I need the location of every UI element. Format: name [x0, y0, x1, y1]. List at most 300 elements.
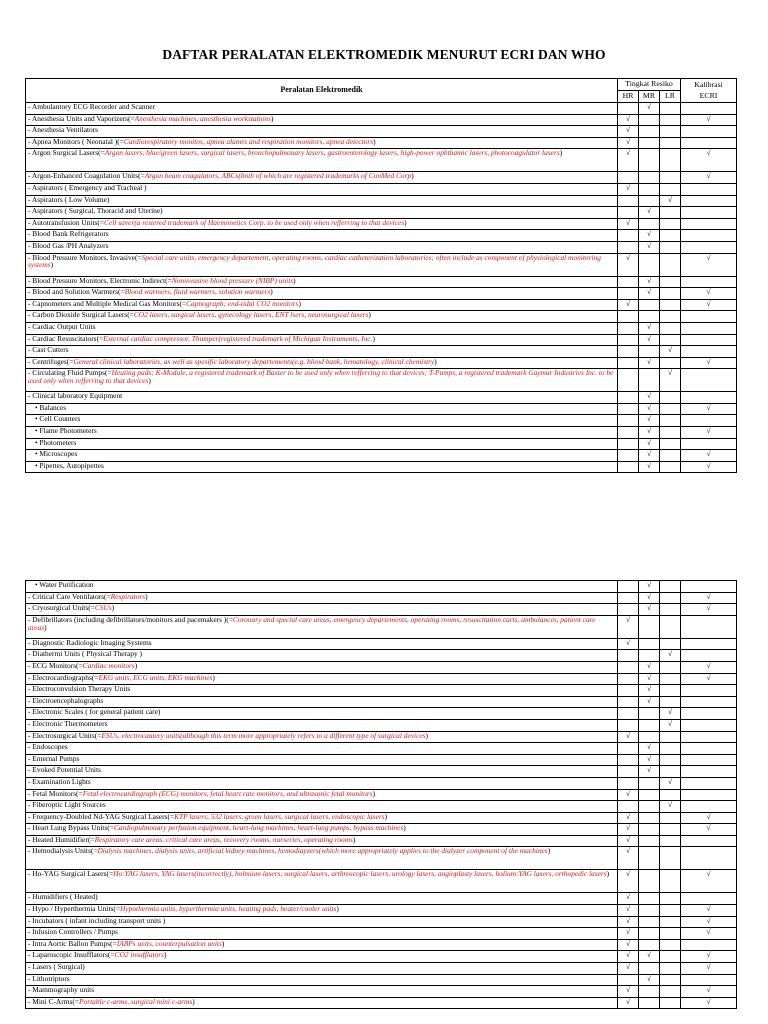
check-mark: √ [625, 812, 631, 821]
check-mark: √ [625, 823, 631, 833]
risk-lr-cell [660, 893, 681, 905]
equipment-name: • Flame Photometers [35, 426, 97, 436]
risk-lr-cell [660, 731, 681, 743]
risk-lr-cell [660, 230, 681, 242]
equipment-name: - Mammography units [28, 985, 95, 995]
equipment-name-cell [26, 322, 618, 334]
risk-hr-cell [618, 777, 639, 789]
risk-lr-cell [660, 696, 681, 708]
equipment-name: - Hemodialysis Units [28, 846, 91, 856]
equipment-name: - Argon Surgical Lasers [28, 148, 99, 158]
risk-mr-cell [639, 824, 660, 836]
risk-mr-cell [639, 369, 660, 392]
check-mark: √ [667, 345, 673, 355]
calibration-cell [681, 743, 737, 755]
calibration-cell [681, 835, 737, 847]
risk-lr-cell [660, 766, 681, 778]
equipment-name: - Clinical laboratory Equipment [28, 391, 123, 401]
equipment-name-cell: - Laparoscopic Insufflators(=CO2 insufflators) [26, 951, 618, 963]
equipment-name: - Endoscopes [28, 742, 68, 752]
risk-hr-cell [618, 218, 639, 230]
equipment-name: - ECG Monitors [28, 661, 77, 670]
risk-hr-cell [618, 322, 639, 334]
risk-hr-cell [618, 241, 639, 253]
equipment-name: - Evoked Potential Units [28, 765, 101, 775]
risk-mr-cell [639, 592, 660, 604]
equipment-name-cell [26, 974, 618, 986]
risk-lr-cell [660, 708, 681, 720]
check-mark: √ [706, 812, 711, 821]
table-row [26, 149, 737, 172]
risk-lr-cell [660, 461, 681, 473]
equipment-name: - Cardiac Output Units [28, 322, 96, 331]
equipment-name: - Hypo / Hyperthermia Units [28, 904, 114, 914]
risk-mr-cell [639, 346, 660, 358]
table-row [26, 997, 737, 1009]
risk-hr-cell [618, 369, 639, 392]
calibration-cell [681, 311, 737, 323]
check-mark: √ [646, 206, 652, 216]
calibration-cell [681, 438, 737, 450]
table-row [26, 650, 737, 662]
risk-lr-cell [660, 951, 681, 963]
equipment-synonyms: Respirators [110, 592, 146, 601]
risk-lr-cell [660, 581, 681, 593]
check-mark: √ [625, 985, 631, 995]
table-row [26, 183, 737, 195]
calibration-cell [681, 789, 737, 801]
equipment-synonyms: Cell saver(a restered trademark of Haemonetics Corp. to be used only when refferring to that devices [104, 218, 405, 227]
risk-mr-cell [639, 403, 660, 415]
equipment-name-cell [26, 801, 618, 813]
check-mark: √ [646, 661, 652, 670]
check-mark: √ [706, 148, 711, 158]
equipment-name-cell: - Argon Surgical Lasers(=Argon lasers, blue/green lasers, surgical lasers, bronchopulmonary lasers, gastroenterology lasers, high-power ophthamic lasers, photocoagulator lasers) [26, 149, 618, 172]
risk-lr-cell [660, 939, 681, 951]
risk-lr-cell [660, 835, 681, 847]
risk-mr-cell [639, 685, 660, 697]
table-row [26, 450, 737, 462]
equipment-name-cell [26, 581, 618, 593]
equipment-synonyms: Coronary and special care areas, emergency departements, operating rooms, resuscitation carts, ambulances, patient care areas [28, 615, 596, 632]
risk-hr-cell [618, 230, 639, 242]
risk-hr-cell [618, 207, 639, 219]
check-mark: √ [646, 391, 652, 401]
risk-lr-cell [660, 346, 681, 358]
calibration-cell [681, 812, 737, 824]
equipment-synonyms: Cardiopulmonary perfusion equipment, heart-lung machines, heart-lung pumps, bypass machines [113, 823, 404, 833]
check-mark: √ [625, 997, 631, 1006]
equipment-name: - Critical Care Ventilators [28, 592, 105, 601]
calibration-cell [681, 824, 737, 836]
check-mark: √ [706, 869, 711, 879]
equipment-name: - Anesthesia Ventilators [28, 125, 99, 135]
header-calibration: Kalibrasi [681, 79, 737, 91]
risk-hr-cell [618, 592, 639, 604]
equipment-name: - Infusion Controllers / Pumps [28, 927, 118, 937]
calibration-cell [681, 708, 737, 720]
equipment-name-cell: - Defibrillators (including defibrillators/monitors and pacemakers )(=Coronary and special care areas, emergency departements, operating rooms, resuscitation carts, ambulances, patient care areas) [26, 615, 618, 638]
calibration-cell [681, 939, 737, 951]
check-mark: √ [646, 414, 652, 424]
calibration-cell [681, 650, 737, 662]
check-mark: √ [625, 835, 631, 844]
risk-lr-cell [660, 963, 681, 975]
calibration-cell [681, 893, 737, 905]
table-row [26, 916, 737, 928]
risk-hr-cell [618, 311, 639, 323]
equipment-synonyms: Respiratory care areas, critical care areas, recovery rooms, nurseries, operating rooms [94, 835, 353, 844]
risk-hr-cell [618, 766, 639, 778]
table-row [26, 928, 737, 940]
table-row [26, 369, 737, 392]
equipment-name: - Carbon Dioxide Surgical Lasers [28, 310, 128, 320]
equipment-table-2 [25, 580, 737, 1009]
risk-hr-cell [618, 835, 639, 847]
risk-hr-cell [618, 638, 639, 650]
calibration-cell [681, 230, 737, 242]
risk-lr-cell [660, 661, 681, 673]
calibration-cell [681, 149, 737, 172]
check-mark: √ [625, 846, 631, 856]
risk-mr-cell [639, 114, 660, 126]
risk-mr-cell [639, 334, 660, 346]
risk-hr-cell [618, 916, 639, 928]
equipment-name: - Cardiac Resuscitators [28, 334, 97, 343]
check-mark: √ [625, 731, 631, 740]
calibration-cell [681, 172, 737, 184]
calibration-cell [681, 661, 737, 673]
equipment-name-cell: - Heart Lung Bypass Units(=Cardiopulmonary perfusion equipment, heart-lung machines, heart-lung pumps, bypass machines) [26, 824, 618, 836]
equipment-name: - Blood Bank Refrigerators [28, 229, 109, 239]
calibration-cell [681, 103, 737, 115]
risk-lr-cell [660, 427, 681, 439]
risk-hr-cell [618, 288, 639, 300]
table-row [26, 719, 737, 731]
risk-mr-cell [639, 427, 660, 439]
risk-hr-cell [618, 276, 639, 288]
equipment-name-cell [26, 650, 618, 662]
risk-mr-cell [639, 731, 660, 743]
equipment-name: - Blood Pressure Monitors, Electronic Indirect [28, 276, 166, 285]
risk-lr-cell [660, 824, 681, 836]
page-title: DAFTAR PERALATAN ELEKTROMEDIK MENURUT ECRI DAN WHO [162, 47, 606, 62]
equipment-synonyms: EKG units, ECG units, EKG machines [98, 673, 213, 682]
table-row [26, 986, 737, 998]
risk-lr-cell [660, 126, 681, 138]
risk-hr-cell [618, 346, 639, 358]
check-mark: √ [646, 580, 652, 589]
equipment-name: - Centrifuges [28, 357, 67, 366]
table-row [26, 789, 737, 801]
risk-hr-cell [618, 789, 639, 801]
equipment-name-cell: - Argon-Enhanced Coagulation Units(=Argon beam coagulators, ABCs(both of which are registered trademarks of ConMed Corp) [26, 172, 618, 184]
risk-lr-cell [660, 241, 681, 253]
equipment-name-cell [26, 207, 618, 219]
equipment-name: • Photometers [35, 438, 77, 447]
table-row [26, 963, 737, 975]
table-row [26, 754, 737, 766]
table-row [26, 137, 737, 149]
table-row [26, 427, 737, 439]
check-mark: √ [706, 927, 711, 937]
risk-lr-cell [660, 650, 681, 662]
risk-hr-cell [618, 928, 639, 940]
equipment-synonyms: General clinical laboratories, as well as spesific laboratory departements(e.g. blood bank, hematology, clinical chemistry [73, 357, 435, 366]
table-row [26, 438, 737, 450]
risk-hr-cell [618, 403, 639, 415]
equipment-name: - Humidifiers ( Heated) [28, 892, 98, 902]
risk-hr-cell [618, 661, 639, 673]
table-row [26, 195, 737, 207]
table-row [26, 461, 737, 473]
table-row [26, 346, 737, 358]
equipment-synonyms: Cardiorespiratory monitos, apnea alamrs and respiration monitors, apnea detectors [123, 137, 374, 146]
table-row [26, 708, 737, 720]
risk-hr-cell [618, 438, 639, 450]
equipment-name-cell: - Anesthesia Units and Vaporizers(=Anesthesia machines, anesthesia workstations) [26, 114, 618, 126]
calibration-cell [681, 403, 737, 415]
check-mark: √ [646, 276, 652, 285]
risk-mr-cell [639, 322, 660, 334]
equipment-synonyms: Dialysis machines, dialysis units, artificial kidney machines, hemodiayzers(which more appropriately applies to the dialyzer component of the machines [97, 846, 548, 856]
table-row [26, 835, 737, 847]
risk-lr-cell [660, 438, 681, 450]
equipment-name: - Fiberoptic Light Sources [28, 800, 106, 810]
equipment-name: - Diathermi Units ( Physical Therapy ) [28, 649, 142, 659]
calibration-cell [681, 357, 737, 369]
risk-mr-cell [639, 218, 660, 230]
equipment-synonyms: Ho:YAG lasers, YAG lasers(incorrectly), holmium lasers, surgical lasers, arthroscopic lasers, urology lasers, angioplasty lasers, holium:YAG lasers, orthopedic lasers [113, 869, 607, 879]
check-mark: √ [706, 962, 711, 972]
risk-hr-cell [618, 427, 639, 439]
risk-mr-cell [639, 928, 660, 940]
equipment-name: - Lasers ( Surgical) [28, 962, 85, 972]
risk-mr-cell [639, 789, 660, 801]
check-mark: √ [646, 974, 652, 983]
check-mark: √ [625, 253, 631, 262]
risk-hr-cell [618, 743, 639, 755]
equipment-name: - Incubators ( infant including transport units ) [28, 916, 166, 925]
risk-hr-cell [618, 183, 639, 195]
equipment-name-cell [26, 777, 618, 789]
risk-hr-cell [618, 615, 639, 638]
check-mark: √ [706, 997, 711, 1006]
calibration-cell [681, 450, 737, 462]
risk-mr-cell [639, 299, 660, 311]
calibration-cell [681, 299, 737, 311]
calibration-cell [681, 114, 737, 126]
equipment-name-cell: - Hypo / Hyperthermia Units(=Hypothermia units, hyperthermia units, heating pads, heater/cooler units) [26, 905, 618, 917]
risk-mr-cell [639, 893, 660, 905]
risk-mr-cell [639, 650, 660, 662]
equipment-name: • Pipettes, Autopipettes [35, 461, 104, 470]
check-mark: √ [625, 638, 631, 647]
check-mark: √ [646, 461, 652, 470]
risk-hr-cell [618, 392, 639, 404]
equipment-name-cell [26, 415, 618, 427]
check-mark: √ [706, 592, 711, 601]
table-row [26, 581, 737, 593]
risk-mr-cell [639, 638, 660, 650]
equipment-synonyms: ESUs, electrocautery units(although this term more appropriately refers to a different type of surgical devices [101, 731, 426, 740]
equipment-name: - Capnometers and Multiple Medical Gas Monitors [28, 299, 180, 308]
check-mark: √ [646, 357, 652, 366]
calibration-cell [681, 218, 737, 230]
calibration-cell [681, 334, 737, 346]
equipment-name-cell [26, 754, 618, 766]
risk-mr-cell [639, 766, 660, 778]
check-mark: √ [646, 438, 652, 447]
risk-hr-cell [618, 253, 639, 276]
table-row [26, 696, 737, 708]
risk-lr-cell [660, 615, 681, 638]
table-row [26, 276, 737, 288]
equipment-name: - Electroconvulsion Therapy Units [28, 684, 131, 694]
equipment-name-cell: - Cryosurgical Units(=CSUs) [26, 604, 618, 616]
risk-mr-cell [639, 615, 660, 638]
check-mark: √ [625, 125, 631, 135]
check-mark: √ [667, 195, 673, 204]
calibration-cell [681, 766, 737, 778]
equipment-name: - Aspirators ( Emergency and Tracheal ) [28, 183, 147, 192]
risk-mr-cell [639, 392, 660, 404]
risk-hr-cell [618, 708, 639, 720]
risk-mr-cell [639, 719, 660, 731]
calibration-cell [681, 346, 737, 358]
equipment-name: - Diagnostic Radiologic Imaging Systems [28, 638, 152, 647]
risk-mr-cell [639, 581, 660, 593]
risk-hr-cell [618, 137, 639, 149]
equipment-name-cell [26, 928, 618, 940]
risk-lr-cell [660, 334, 681, 346]
equipment-synonyms: External cardiac compressor, Thumper(registered trademark of Michigan Instruments, Inc. [103, 334, 373, 343]
check-mark: √ [646, 950, 652, 960]
check-mark: √ [706, 299, 711, 308]
equipment-name: - Circulating Fluid Pumps [28, 368, 105, 378]
risk-lr-cell [660, 288, 681, 300]
check-mark: √ [667, 649, 673, 659]
risk-mr-cell [639, 450, 660, 462]
risk-lr-cell [660, 997, 681, 1009]
check-mark: √ [646, 426, 652, 436]
check-mark: √ [646, 322, 652, 331]
calibration-cell [681, 754, 737, 766]
table-row [26, 870, 737, 893]
calibration-cell [681, 638, 737, 650]
risk-mr-cell [639, 149, 660, 172]
equipment-synonyms: Argon lasers, blue/green lasers, surgical lasers, bronchopulmonary lasers, gastroenterology lasers, high-power ophthamic lasers, photocoagulator lasers [104, 148, 560, 158]
equipment-name-cell [26, 403, 618, 415]
calibration-cell [681, 288, 737, 300]
calibration-cell [681, 461, 737, 473]
risk-lr-cell [660, 218, 681, 230]
equipment-name-cell: - Blood Pressure Monitors, Invasive(=Special care units, emergency departement, operating rooms, cardiac catheterization laboratories; often include as component of physiological monitoring systems) [26, 253, 618, 276]
equipment-name: - Laparoscopic Insufflators [28, 950, 108, 960]
risk-lr-cell [660, 685, 681, 697]
equipment-synonyms: Argon beam coagulators, ABCs(both of which are registered trademarks of ConMed Corp [144, 171, 412, 181]
risk-hr-cell [618, 334, 639, 346]
equipment-name-cell: - Frequency-Doubled Nd-YAG Surgical Lasers(=KTP lasers, 532 lasers, green lasers, surgical lasers, endoscopic lasers) [26, 812, 618, 824]
equipment-name-cell [26, 696, 618, 708]
check-mark: √ [625, 148, 631, 158]
equipment-name: - Examination Lights [28, 777, 91, 786]
check-mark: √ [625, 183, 631, 192]
table-row [26, 103, 737, 115]
check-mark: √ [646, 102, 652, 111]
calibration-cell [681, 253, 737, 276]
table-row [26, 905, 737, 917]
table-row [26, 322, 737, 334]
table-row [26, 812, 737, 824]
equipment-name-cell [26, 638, 618, 650]
equipment-name-cell [26, 685, 618, 697]
check-mark: √ [706, 904, 711, 914]
equipment-name-cell [26, 103, 618, 115]
risk-lr-cell [660, 592, 681, 604]
check-mark: √ [646, 229, 652, 239]
risk-lr-cell [660, 777, 681, 789]
equipment-name: - Autotransfusion Units [28, 218, 98, 227]
equipment-name: - Aspirators ( Low Volume) [28, 195, 110, 204]
calibration-cell [681, 207, 737, 219]
equipment-name: - Blood Pressure Monitors, Invasive [28, 253, 135, 262]
equipment-name-cell: - Heated Humidifier(=Respiratory care areas, critical care areas, recovery rooms, nurseries, operating rooms) [26, 835, 618, 847]
calibration-cell [681, 276, 737, 288]
equipment-name-cell: - Critical Care Ventilators(=Respirators) [26, 592, 618, 604]
calibration-cell [681, 777, 737, 789]
equipment-name-cell: - Blood and Solution Warmers(=Blood warmers, fluid warmers, solution warmers) [26, 288, 618, 300]
equipment-synonyms: Hypothermia units, hyperthermia units, heating pads, heater/cooler units [120, 904, 337, 914]
equipment-name-cell [26, 766, 618, 778]
table-row [26, 847, 737, 870]
check-mark: √ [646, 754, 652, 763]
check-mark: √ [625, 615, 631, 624]
risk-hr-cell [618, 731, 639, 743]
calibration-cell [681, 195, 737, 207]
table-row [26, 673, 737, 685]
equipment-name-cell: - Electrosurgical Units(=ESUs, electrocautery units(although this term more appropriately refers to a different type of surgical devices) [26, 731, 618, 743]
check-mark: √ [625, 927, 631, 937]
equipment-name-cell [26, 346, 618, 358]
check-mark: √ [646, 673, 652, 682]
risk-hr-cell [618, 450, 639, 462]
check-mark: √ [706, 916, 711, 925]
risk-lr-cell [660, 103, 681, 115]
check-mark: √ [625, 892, 631, 902]
risk-hr-cell [618, 893, 639, 905]
risk-lr-cell [660, 870, 681, 893]
risk-mr-cell [639, 754, 660, 766]
risk-lr-cell [660, 673, 681, 685]
equipment-table-1 [25, 78, 737, 473]
check-mark: √ [667, 368, 673, 378]
risk-mr-cell [639, 916, 660, 928]
equipment-synonyms: Noninvasive blood pressure (NIBP) units [171, 276, 294, 285]
equipment-synonyms: Anesthesia machines, anesthesia workstations [134, 114, 271, 123]
risk-hr-cell [618, 939, 639, 951]
equipment-name: - Intra Aortic Ballon Pumps [28, 939, 111, 948]
equipment-name-cell: - Intra Aortic Ballon Pumps(=IABPs units, counterpulsation units) [26, 939, 618, 951]
equipment-name-cell [26, 230, 618, 242]
risk-mr-cell [639, 415, 660, 427]
equipment-synonyms: CO2 insufflators [114, 950, 165, 960]
calibration-cell [681, 369, 737, 392]
risk-hr-cell [618, 824, 639, 836]
equipment-name-cell [26, 719, 618, 731]
risk-mr-cell [639, 253, 660, 276]
check-mark: √ [706, 171, 711, 181]
